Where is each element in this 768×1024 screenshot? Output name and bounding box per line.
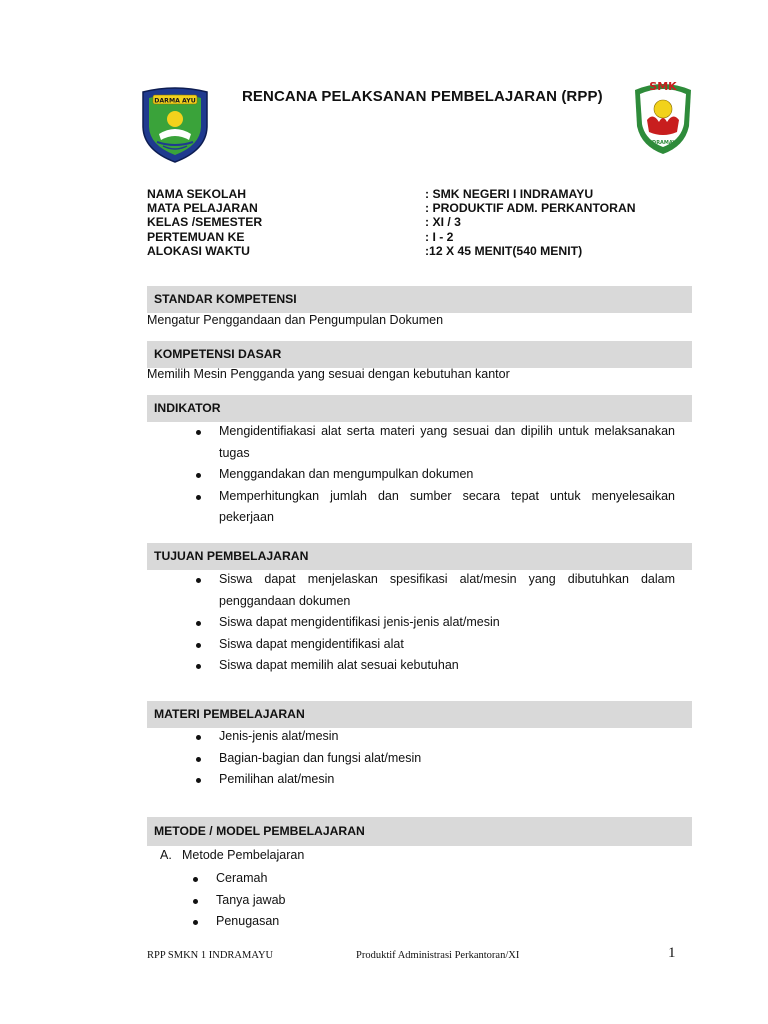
bullet-icon xyxy=(196,430,201,435)
bullet-icon xyxy=(196,621,201,626)
bullet-icon xyxy=(193,920,198,925)
identity-value: : I - 2 xyxy=(425,229,454,244)
identity-row xyxy=(147,215,707,229)
standar-text: Mengatur Penggandaan dan Pengumpulan Dokumen xyxy=(147,313,444,327)
metode-subheading xyxy=(160,848,304,862)
list-item-text: Jenis-jenis alat/mesin xyxy=(219,729,339,743)
list-item-text: Siswa dapat mengidentifikasi alat xyxy=(219,636,404,651)
list-item-text: Bagian-bagian dan fungsi alat/mesin xyxy=(219,750,422,765)
bullet-icon xyxy=(196,664,201,669)
identity-row xyxy=(147,201,707,215)
list-item xyxy=(193,421,675,464)
list-item-text: Memperhitungkan jumlah dan sumber secara tepat untuk menyelesaikan pekerjaan xyxy=(219,488,675,524)
identity-label: ALOKASI WAKTU xyxy=(147,243,250,258)
identity-value: : SMK NEGERI I INDRAMAYU xyxy=(425,187,594,201)
list-item xyxy=(193,634,675,656)
identity-block xyxy=(147,187,707,258)
metode-list xyxy=(190,868,286,933)
page-number: 1 xyxy=(668,945,676,961)
list-item xyxy=(190,890,286,912)
list-item-text: Siswa dapat memilih alat sesuai kebutuhan xyxy=(219,658,459,672)
list-item-text: Penugasan xyxy=(216,914,280,928)
list-item xyxy=(193,769,675,791)
identity-value: :12 X 45 MENIT(540 MENIT) xyxy=(425,243,583,258)
list-item-text: Siswa dapat menjelaskan spesifikasi alat/mesin yang dibutuhkan dalam penggandaan dokumen xyxy=(219,572,675,608)
right-logo-subtext: INDRAMAYU xyxy=(646,140,680,146)
regency-emblem-logo xyxy=(139,86,211,164)
document-title: RENCANA PELAKSANAN PEMBELAJARAN (RPP) xyxy=(242,88,603,105)
sub-list-marker: A. xyxy=(160,848,172,862)
kompetensi-text: Memilih Mesin Pengganda yang sesuai dengan kebutuhan kantor xyxy=(147,367,510,381)
list-item-text: Pemilihan alat/mesin xyxy=(219,772,335,786)
bullet-icon xyxy=(196,778,201,783)
bullet-icon xyxy=(196,578,201,583)
section-heading-standar: STANDAR KOMPETENSI xyxy=(147,286,692,313)
section-heading-tujuan: TUJUAN PEMBELAJARAN xyxy=(147,543,692,570)
identity-value: : XI / 3 xyxy=(425,215,461,230)
bullet-icon xyxy=(196,495,201,500)
tujuan-list xyxy=(193,569,675,677)
list-item xyxy=(193,486,675,529)
list-item-text: Siswa dapat mengidentifikasi jenis-jenis alat/mesin xyxy=(219,615,500,629)
list-item xyxy=(193,569,675,612)
list-item xyxy=(193,464,675,486)
list-item xyxy=(193,655,675,677)
list-item xyxy=(190,868,286,890)
smk-school-logo xyxy=(627,76,699,156)
section-heading-kompetensi: KOMPETENSI DASAR xyxy=(147,341,692,368)
bullet-icon xyxy=(193,899,198,904)
identity-label: PERTEMUAN KE xyxy=(147,229,245,244)
identity-label: KELAS /SEMESTER xyxy=(147,215,263,230)
section-heading-metode: METODE / MODEL PEMBELAJARAN xyxy=(147,817,692,846)
identity-value: : PRODUKTIF ADM. PERKANTORAN xyxy=(425,201,636,216)
list-item xyxy=(193,726,675,748)
identity-row xyxy=(147,187,707,201)
indikator-list xyxy=(193,421,675,529)
materi-list xyxy=(193,726,675,791)
list-item-text: Mengidentifiakasi alat serta materi yang sesuai dan dipilih untuk melaksanakan tugas xyxy=(219,424,675,460)
identity-row xyxy=(147,244,707,258)
bullet-icon xyxy=(193,877,198,882)
list-item xyxy=(193,748,675,770)
bullet-icon xyxy=(196,473,201,478)
list-item-text: Menggandakan dan mengumpulkan dokumen xyxy=(219,467,474,481)
metode-subtitle: Metode Pembelajaran xyxy=(182,848,305,862)
list-item xyxy=(190,911,286,933)
bullet-icon xyxy=(196,735,201,740)
footer-middle: Produktif Administrasi Perkantoran/XI xyxy=(356,950,520,961)
list-item-text: Ceramah xyxy=(216,871,268,885)
list-item xyxy=(193,612,675,634)
section-heading-indikator: INDIKATOR xyxy=(147,395,692,422)
identity-row xyxy=(147,230,707,244)
right-logo-text: SMK xyxy=(649,80,677,93)
left-logo-text: DARMA AYU xyxy=(154,97,196,105)
identity-label: NAMA SEKOLAH xyxy=(147,187,247,201)
section-heading-materi: MATERI PEMBELAJARAN xyxy=(147,701,692,728)
list-item-text: Tanya jawab xyxy=(216,892,286,907)
bullet-icon xyxy=(196,757,201,762)
footer-left: RPP SMKN 1 INDRAMAYU xyxy=(147,950,274,961)
identity-label: MATA PELAJARAN xyxy=(147,201,258,216)
bullet-icon xyxy=(196,643,201,648)
